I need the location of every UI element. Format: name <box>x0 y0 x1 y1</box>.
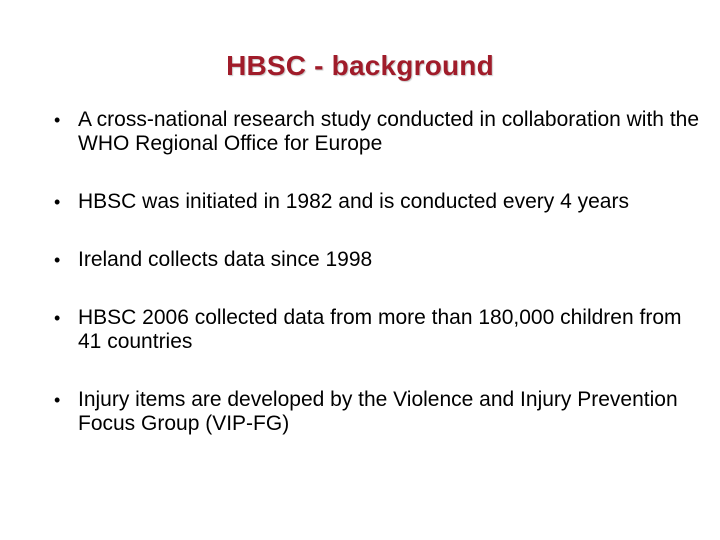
slide-title: HBSC - background <box>226 50 494 81</box>
bullet-item <box>50 190 700 214</box>
bullet-icon: • <box>54 110 61 130</box>
bullet-item <box>50 306 700 354</box>
bullet-text: Injury items are developed by the Violence and Injury Prevention Focus Group (VIP-FG) <box>78 388 678 435</box>
bullet-list <box>50 108 700 470</box>
bullet-item <box>50 108 700 156</box>
bullet-text: HBSC 2006 collected data from more than 180,000 children from 41 countries <box>78 306 682 353</box>
bullet-icon: • <box>54 192 61 212</box>
bullet-text: HBSC was initiated in 1982 and is conducted every 4 years <box>78 190 629 213</box>
bullet-item <box>50 388 700 436</box>
bullet-icon: • <box>54 250 61 270</box>
bullet-icon: • <box>54 308 61 328</box>
bullet-item <box>50 248 700 272</box>
bullet-text: A cross-national research study conducted in collaboration with the WHO Regional Office for Europe <box>78 108 700 155</box>
bullet-icon: • <box>54 390 61 410</box>
bullet-text: Ireland collects data since 1998 <box>78 248 373 271</box>
